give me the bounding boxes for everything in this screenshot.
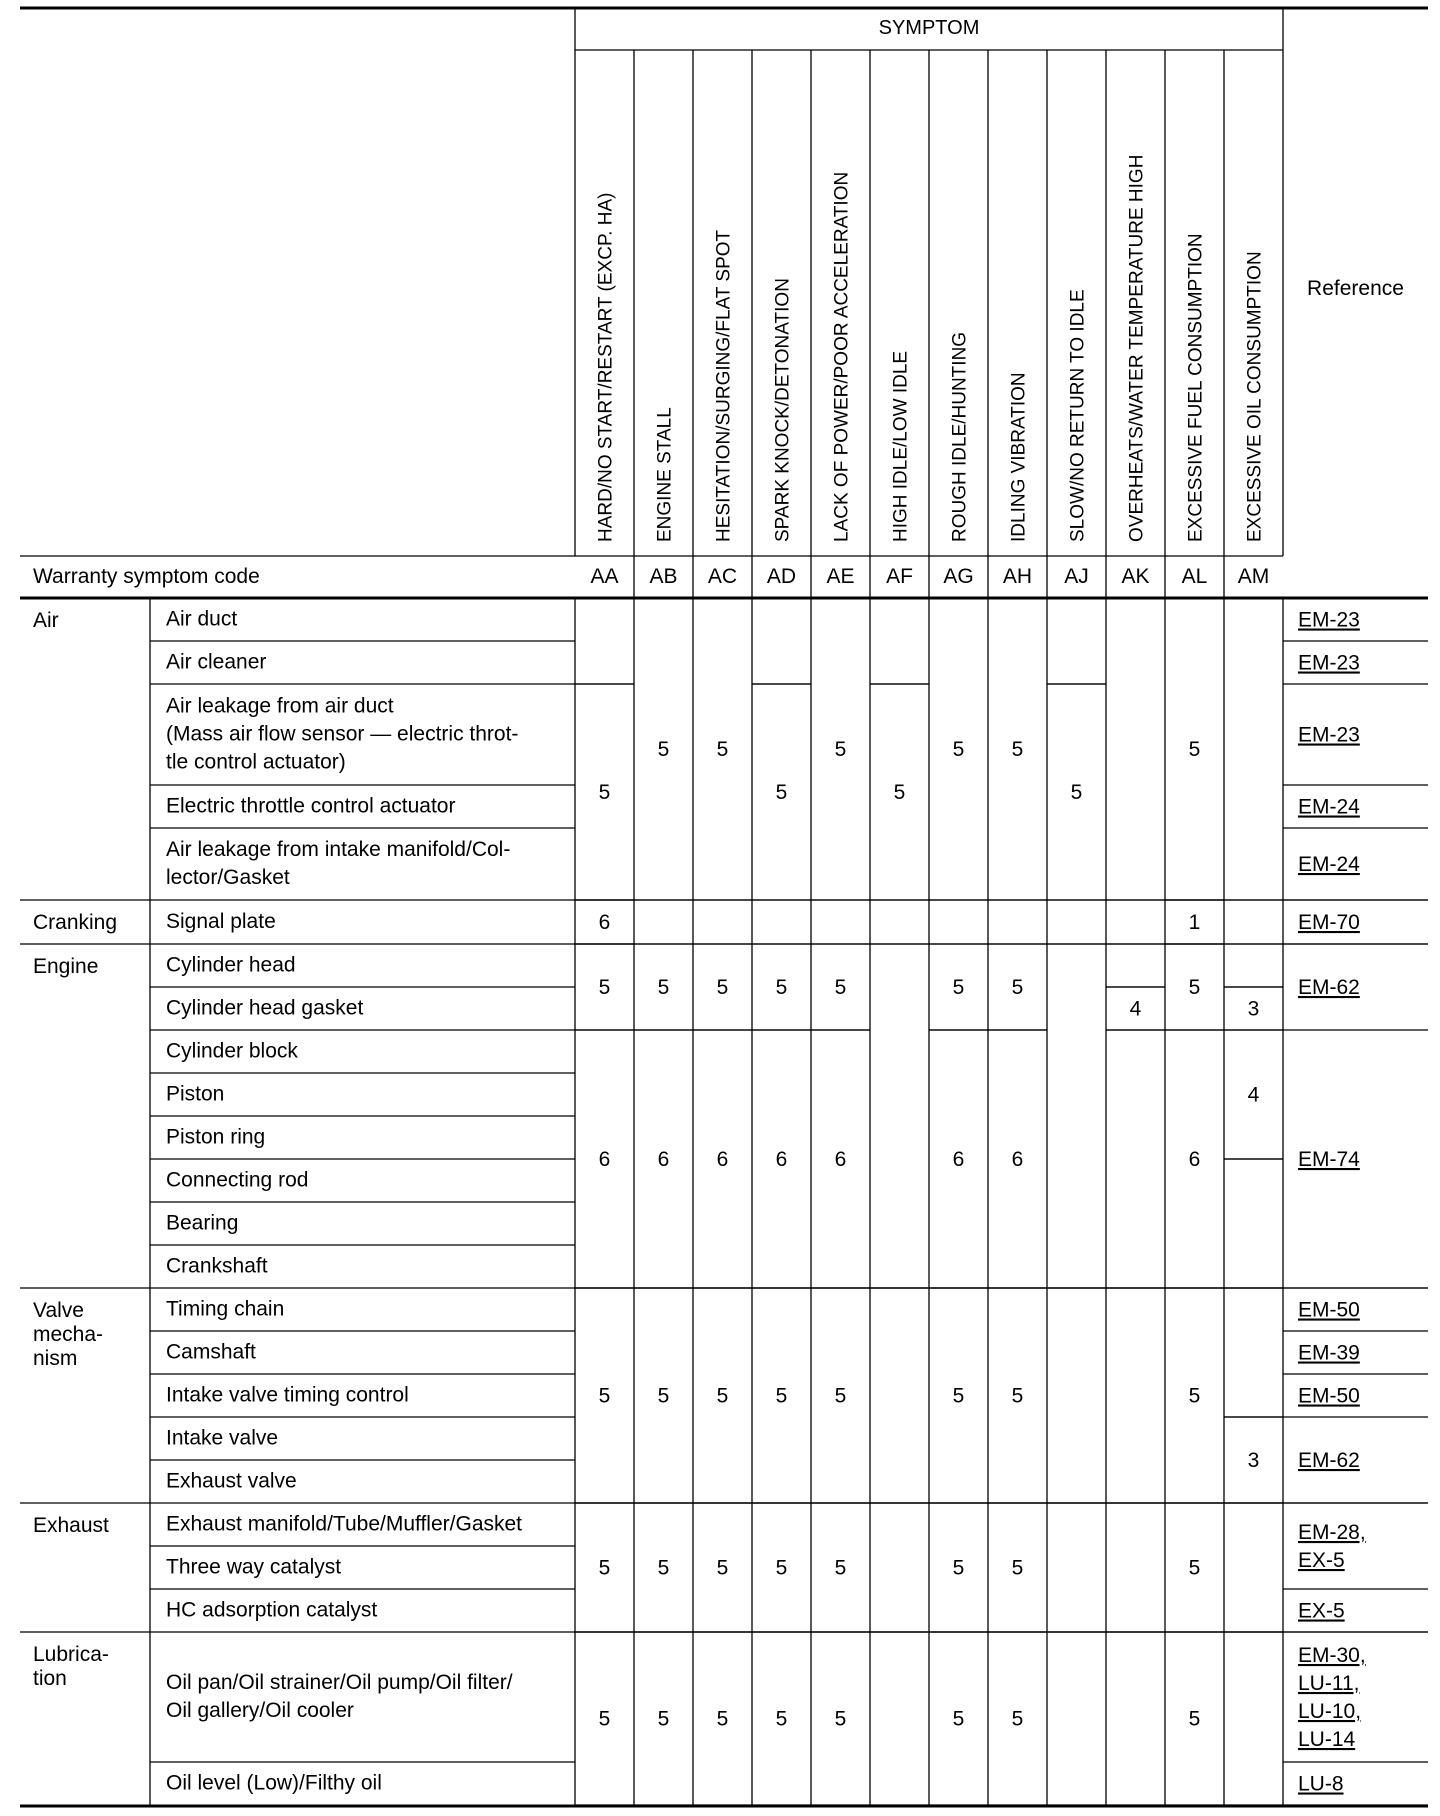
symptom-value: 5 bbox=[1011, 1384, 1024, 1408]
symptom-value: 5 bbox=[775, 1556, 788, 1580]
symptom-value: 5 bbox=[598, 1556, 611, 1580]
reference-link[interactable]: EM-74 bbox=[1298, 1148, 1360, 1171]
symptom-value: 6 bbox=[598, 1148, 611, 1171]
item-label: (Mass air flow sensor — electric throt- bbox=[166, 722, 519, 746]
reference-link[interactable]: EX-5 bbox=[1298, 1549, 1345, 1572]
item-label: Cylinder head gasket bbox=[166, 996, 364, 1020]
group-label: Cranking bbox=[33, 911, 118, 934]
group-label: nism bbox=[33, 1347, 78, 1370]
symptom-value: 5 bbox=[1011, 738, 1024, 761]
reference-link[interactable]: LU-14 bbox=[1298, 1728, 1356, 1751]
item-label: Crankshaft bbox=[166, 1254, 268, 1278]
reference-link[interactable]: EM-62 bbox=[1298, 1449, 1360, 1472]
symptom-value: 5 bbox=[834, 976, 847, 999]
symptom-column-label: ROUGH IDLE/HUNTING bbox=[949, 331, 971, 542]
symptom-code: AJ bbox=[1064, 565, 1089, 588]
symptom-value: 5 bbox=[598, 976, 611, 999]
symptom-value: 5 bbox=[716, 1707, 729, 1731]
symptom-value: 5 bbox=[657, 1384, 670, 1408]
item-label: tle control actuator) bbox=[166, 750, 346, 774]
symptom-code: AH bbox=[1002, 565, 1033, 588]
reference-link[interactable]: LU-10, bbox=[1298, 1700, 1362, 1723]
group-label: Air bbox=[33, 609, 59, 632]
item-label: Piston bbox=[166, 1082, 225, 1106]
item-label: Air leakage from intake manifold/Col- bbox=[166, 838, 511, 861]
item-label: Oil gallery/Oil cooler bbox=[166, 1699, 354, 1722]
item-label: Intake valve timing control bbox=[166, 1383, 409, 1407]
item-label: Exhaust manifold/Tube/Muffler/Gasket bbox=[166, 1512, 523, 1536]
symptom-value: 6 bbox=[598, 911, 611, 934]
group-label: Valve bbox=[33, 1299, 84, 1322]
warranty-symptom-code-label: Warranty symptom code bbox=[33, 565, 260, 588]
symptom-code: AL bbox=[1181, 565, 1208, 588]
item-label: Exhaust valve bbox=[166, 1469, 297, 1493]
reference-link[interactable]: EM-23 bbox=[1298, 608, 1360, 632]
symptom-value: 5 bbox=[1011, 1707, 1024, 1731]
symptom-value: 1 bbox=[1188, 911, 1201, 934]
item-label: Cylinder head bbox=[166, 953, 296, 977]
symptom-value: 5 bbox=[1011, 976, 1024, 999]
symptom-code: AD bbox=[766, 565, 797, 588]
symptom-value: 5 bbox=[775, 976, 788, 999]
reference-link[interactable]: EM-50 bbox=[1298, 1384, 1360, 1408]
symptom-value: 5 bbox=[598, 1384, 611, 1408]
group-label: Engine bbox=[33, 955, 99, 978]
symptom-code: AA bbox=[590, 565, 619, 588]
item-label: Bearing bbox=[166, 1211, 239, 1235]
symptom-value: 5 bbox=[1011, 1556, 1024, 1580]
symptom-column-label: EXCESSIVE OIL CONSUMPTION bbox=[1244, 251, 1266, 542]
symptom-code: AF bbox=[886, 565, 913, 588]
symptom-value: 5 bbox=[716, 1384, 729, 1408]
symptom-value: 5 bbox=[657, 1556, 670, 1580]
symptom-column-label: SPARK KNOCK/DETONATION bbox=[772, 278, 794, 542]
symptom-value: 5 bbox=[1188, 738, 1201, 761]
item-label: Air leakage from air duct bbox=[166, 694, 394, 718]
symptom-value: 6 bbox=[834, 1148, 847, 1171]
symptom-value: 5 bbox=[657, 738, 670, 761]
symptom-value: 5 bbox=[657, 1707, 670, 1731]
reference-link[interactable]: EM-23 bbox=[1298, 723, 1360, 747]
symptom-value: 5 bbox=[952, 976, 965, 999]
item-label: Cylinder block bbox=[166, 1039, 298, 1063]
item-label: Timing chain bbox=[166, 1297, 285, 1321]
symptom-code: AE bbox=[826, 565, 855, 588]
reference-link[interactable]: EM-62 bbox=[1298, 976, 1360, 999]
symptom-value: 5 bbox=[1188, 1707, 1201, 1731]
symptom-header: SYMPTOM bbox=[878, 17, 980, 39]
symptom-value: 4 bbox=[1247, 1083, 1260, 1107]
item-label: Electric throttle control actuator bbox=[166, 794, 456, 818]
item-label: Connecting rod bbox=[166, 1168, 309, 1192]
reference-link[interactable]: EM-24 bbox=[1298, 795, 1360, 819]
symptom-value: 6 bbox=[716, 1148, 729, 1171]
symptom-column-label: ENGINE STALL bbox=[654, 407, 676, 542]
reference-link[interactable]: EM-28, bbox=[1298, 1521, 1366, 1544]
symptom-value: 5 bbox=[1070, 781, 1083, 804]
item-label: Air duct bbox=[166, 607, 238, 631]
symptom-value: 5 bbox=[1188, 976, 1201, 999]
symptom-value: 5 bbox=[893, 781, 906, 804]
symptom-code: AC bbox=[707, 565, 738, 588]
reference-link[interactable]: EM-70 bbox=[1298, 911, 1360, 934]
group-label: Lubrica- bbox=[33, 1643, 109, 1666]
item-label: Oil level (Low)/Filthy oil bbox=[166, 1771, 382, 1795]
symptom-value: 3 bbox=[1247, 997, 1260, 1021]
symptom-value: 5 bbox=[952, 1707, 965, 1731]
symptom-code: AK bbox=[1121, 565, 1150, 588]
symptom-code: AB bbox=[649, 565, 678, 588]
symptom-column-label: HARD/NO START/RESTART (EXCP. HA) bbox=[595, 192, 617, 542]
symptom-column-label: LACK OF POWER/POOR ACCELERATION bbox=[831, 171, 853, 542]
symptom-value: 5 bbox=[952, 1384, 965, 1408]
symptom-value: 5 bbox=[775, 781, 788, 804]
item-label: Air cleaner bbox=[166, 650, 267, 674]
reference-link[interactable]: EX-5 bbox=[1298, 1599, 1345, 1623]
reference-link[interactable]: LU-11, bbox=[1298, 1672, 1360, 1695]
symptom-value: 5 bbox=[834, 1707, 847, 1731]
reference-header: Reference bbox=[1307, 277, 1404, 300]
symptom-value: 6 bbox=[1011, 1148, 1024, 1171]
item-label: lector/Gasket bbox=[166, 866, 290, 889]
symptom-value: 5 bbox=[775, 1707, 788, 1731]
group-label: Exhaust bbox=[33, 1514, 109, 1537]
symptom-value: 5 bbox=[1188, 1384, 1201, 1408]
symptom-value: 6 bbox=[657, 1148, 670, 1171]
item-label: Three way catalyst bbox=[166, 1555, 342, 1579]
symptom-value: 5 bbox=[716, 976, 729, 999]
item-label: Signal plate bbox=[166, 910, 276, 933]
reference-link[interactable]: EM-50 bbox=[1298, 1298, 1360, 1322]
symptom-value: 5 bbox=[716, 1556, 729, 1580]
symptom-value: 5 bbox=[834, 738, 847, 761]
symptom-value: 4 bbox=[1129, 997, 1142, 1021]
symptom-column-label: SLOW/NO RETURN TO IDLE bbox=[1067, 289, 1089, 542]
symptom-value: 5 bbox=[657, 976, 670, 999]
symptom-column-label: EXCESSIVE FUEL CONSUMPTION bbox=[1185, 233, 1207, 542]
symptom-value: 5 bbox=[1188, 1556, 1201, 1580]
group-label: mecha- bbox=[33, 1323, 104, 1346]
symptom-value: 6 bbox=[775, 1148, 788, 1171]
reference-link[interactable]: EM-39 bbox=[1298, 1341, 1360, 1365]
symptom-value: 5 bbox=[834, 1384, 847, 1408]
symptom-column-label: IDLING VIBRATION bbox=[1008, 372, 1030, 542]
item-label: HC adsorption catalyst bbox=[166, 1598, 378, 1622]
reference-link[interactable]: EM-24 bbox=[1298, 853, 1360, 876]
symptom-code: AG bbox=[943, 565, 974, 588]
symptom-value: 3 bbox=[1247, 1449, 1260, 1472]
symptom-value: 6 bbox=[1188, 1148, 1201, 1171]
symptom-column-label: HIGH IDLE/LOW IDLE bbox=[890, 350, 912, 542]
symptom-value: 5 bbox=[775, 1384, 788, 1408]
symptom-value: 5 bbox=[598, 781, 611, 804]
symptom-value: 5 bbox=[834, 1556, 847, 1580]
symptom-value: 6 bbox=[952, 1148, 965, 1171]
symptom-value: 5 bbox=[716, 738, 729, 761]
item-label: Camshaft bbox=[166, 1340, 256, 1364]
reference-link[interactable]: LU-8 bbox=[1298, 1772, 1344, 1796]
reference-link[interactable]: EM-30, bbox=[1298, 1644, 1366, 1667]
symptom-code: AM bbox=[1237, 565, 1270, 588]
item-label: Oil pan/Oil strainer/Oil pump/Oil filter/ bbox=[166, 1671, 513, 1694]
symptom-value: 5 bbox=[952, 1556, 965, 1580]
group-label: tion bbox=[33, 1667, 67, 1690]
reference-link[interactable]: EM-23 bbox=[1298, 651, 1360, 675]
symptom-value: 5 bbox=[952, 738, 965, 761]
symptom-column-label: OVERHEATS/WATER TEMPERATURE HIGH bbox=[1126, 154, 1148, 542]
item-label: Piston ring bbox=[166, 1125, 266, 1149]
symptom-column-label: HESITATION/SURGING/FLAT SPOT bbox=[713, 229, 735, 542]
symptom-value: 5 bbox=[598, 1707, 611, 1731]
item-label: Intake valve bbox=[166, 1426, 279, 1450]
